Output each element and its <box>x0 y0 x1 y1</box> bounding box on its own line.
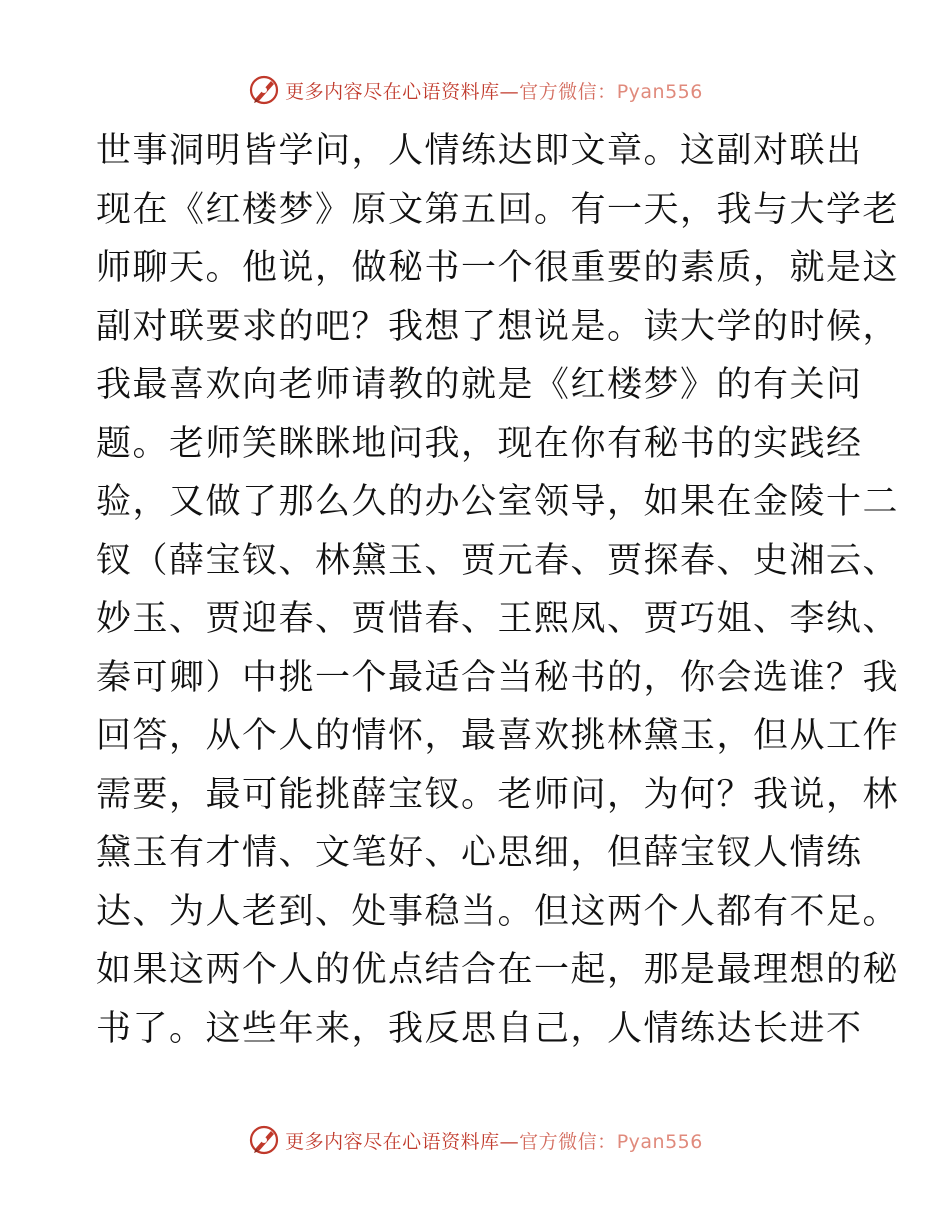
text-line: 世事洞明皆学问，人情练达即文章。这副对联出 <box>96 131 863 171</box>
text-line: 秦可卿）中挑一个最适合当秘书的，你会选谁？我 <box>96 657 900 698</box>
banner-text <box>285 1127 703 1154</box>
pen-logo-icon <box>247 1123 281 1157</box>
text-line: 书了。这些年来，我反思自己，人情练达长进不 <box>96 1008 863 1049</box>
banner-text <box>285 77 703 104</box>
banner-separator: — <box>499 1130 520 1153</box>
text-line: 验，又做了那么久的办公室领导，如果在金陵十二 <box>96 482 900 522</box>
text-line: 师聊天。他说，做秘书一个很重要的素质，就是这 <box>96 248 900 288</box>
banner-site-text: 更多内容尽在心语资料库 <box>285 80 500 103</box>
text-line: 妙玉、贾迎春、贾惜春、王熙凤、贾巧姐、李纨、 <box>96 599 900 639</box>
text-line: 我最喜欢向老师请教的就是《红楼梦》的有关问 <box>96 365 863 405</box>
text-line: 需要，最可能挑薛宝钗。老师问，为何？我说，林 <box>96 774 900 815</box>
text-line: 回答，从个人的情怀，最喜欢挑林黛玉，但从工作 <box>96 716 900 756</box>
text-line: 副对联要求的吧？我想了想说是。读大学的时候， <box>96 306 900 347</box>
text-line: 现在《红楼梦》原文第五回。有一天，我与大学老 <box>96 189 900 230</box>
banner-site-text: 更多内容尽在心语资料库 <box>285 1130 500 1153</box>
banner-wechat-id: Pyan556 <box>616 1130 703 1153</box>
pen-logo-icon <box>247 73 281 107</box>
document-body <box>96 122 900 1058</box>
header-banner <box>0 70 950 110</box>
banner-wechat-label: 官方微信： <box>519 80 617 103</box>
text-line: 达、为人老到、处事稳当。但这两个人都有不足。 <box>96 891 900 932</box>
text-line: 黛玉有才情、文笔好、心思细，但薛宝钗人情练 <box>96 833 863 873</box>
banner-wechat-label: 官方微信： <box>519 1130 617 1153</box>
text-line: 如果这两个人的优点结合在一起，那是最理想的秘 <box>96 950 900 990</box>
text-line: 题。老师笑眯眯地问我，现在你有秘书的实践经 <box>96 423 863 464</box>
banner-wechat-id: Pyan556 <box>616 80 703 103</box>
banner-separator: — <box>499 80 520 103</box>
text-line: 钗（薛宝钗、林黛玉、贾元春、贾探春、史湘云、 <box>96 540 900 581</box>
footer-banner <box>0 1120 950 1160</box>
